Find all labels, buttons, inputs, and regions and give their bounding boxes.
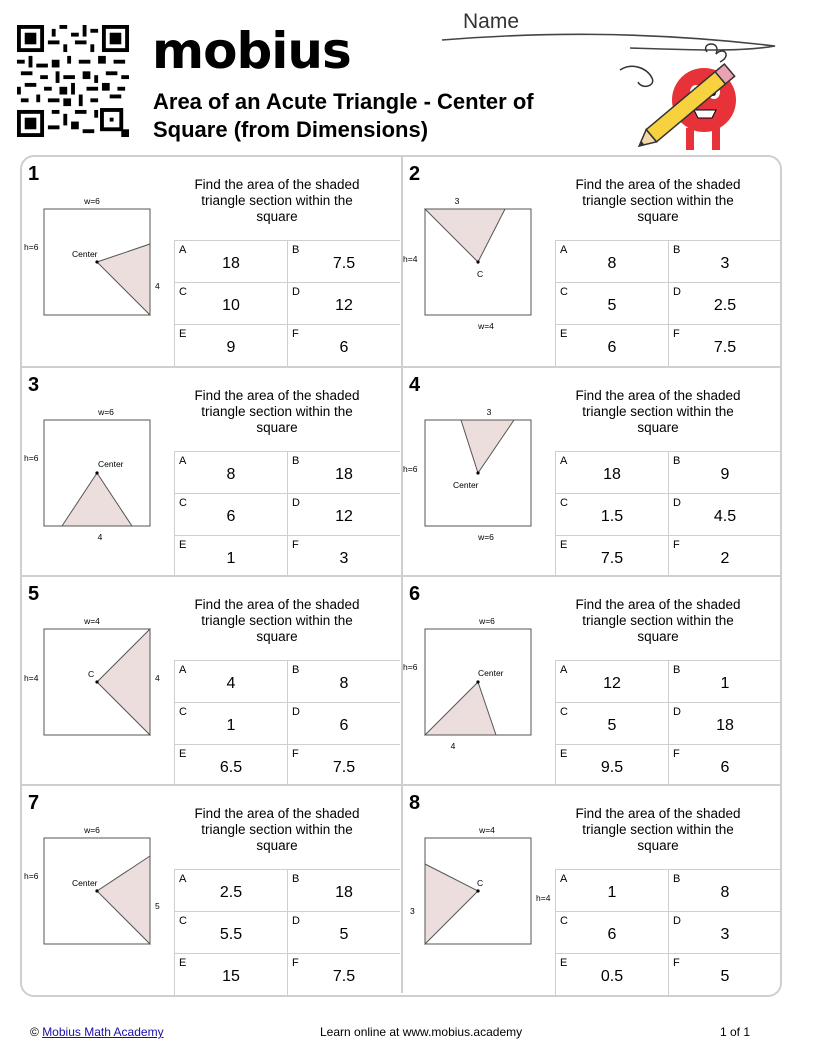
answer-choice[interactable]: F 6 — [287, 324, 400, 366]
problem-2 — [401, 157, 780, 366]
answer-choice[interactable]: B 1 — [668, 660, 781, 702]
answer-choice[interactable]: E 15 — [174, 953, 287, 995]
name-label: Name — [463, 10, 520, 33]
answer-choice[interactable]: B 8 — [668, 869, 781, 911]
answer-choice[interactable]: E 0.5 — [555, 953, 668, 995]
problem-prompt: Find the area of the shaded triangle section within the square — [575, 806, 741, 853]
problem-number: 7 — [28, 792, 40, 814]
problem-number: 2 — [409, 163, 421, 185]
answer-choice[interactable]: D 2.5 — [668, 282, 781, 324]
center-label: Center — [72, 249, 98, 259]
center-label: Center — [98, 459, 124, 469]
answer-choice[interactable]: C 5.5 — [174, 911, 287, 953]
answer-choice[interactable]: C 5 — [555, 702, 668, 744]
answer-choice[interactable]: E 6.5 — [174, 744, 287, 786]
problem-number: 5 — [28, 583, 40, 605]
side-label: 4 — [450, 741, 456, 751]
answer-choice[interactable]: D 3 — [668, 911, 781, 953]
answer-choice[interactable]: F 3 — [287, 535, 400, 577]
width-label: w=4 — [478, 321, 494, 331]
answer-choice[interactable]: C 1.5 — [555, 493, 668, 535]
side-label: 3 — [410, 906, 415, 916]
side-label: 3 — [454, 196, 460, 206]
width-label: w=4 — [479, 825, 495, 835]
footer-center-text: Learn online at www.mobius.academy — [320, 1025, 523, 1039]
answer-choice[interactable]: F 5 — [668, 953, 781, 995]
qr-code — [17, 25, 129, 137]
problem-number: 6 — [409, 583, 421, 605]
problem-figure — [22, 157, 192, 366]
height-label: h=4 — [536, 893, 551, 903]
answer-choice[interactable]: F 2 — [668, 535, 781, 577]
height-label: h=6 — [24, 453, 39, 463]
width-label: w=6 — [84, 196, 100, 206]
problem-1 — [22, 157, 401, 366]
answer-choice[interactable]: F 7.5 — [287, 744, 400, 786]
height-label: h=6 — [403, 464, 418, 474]
height-label: h=6 — [24, 871, 39, 881]
answer-choice[interactable]: E 9 — [174, 324, 287, 366]
answer-choice[interactable]: F 6 — [668, 744, 781, 786]
answer-choice[interactable]: B 18 — [287, 451, 400, 493]
problem-6 — [401, 575, 780, 784]
problem-3 — [22, 366, 401, 575]
center-label: Center — [478, 668, 504, 678]
problem-prompt: Find the area of the shaded triangle section within the square — [575, 597, 741, 644]
answer-choice[interactable]: D 6 — [287, 702, 400, 744]
height-label: h=6 — [403, 662, 418, 672]
answer-choice[interactable]: A 1 — [555, 869, 668, 911]
answer-choice[interactable]: E 6 — [555, 324, 668, 366]
center-label: C — [88, 669, 95, 679]
problem-number: 1 — [28, 163, 40, 185]
answer-choice[interactable]: B 9 — [668, 451, 781, 493]
answer-choice[interactable]: B 8 — [287, 660, 400, 702]
problem-prompt: Find the area of the shaded triangle section within the square — [194, 806, 360, 853]
problem-figure — [22, 577, 192, 786]
answer-choice[interactable]: D 12 — [287, 493, 400, 535]
problem-number: 8 — [409, 792, 421, 814]
width-label: w=6 — [98, 407, 114, 417]
answer-choice[interactable]: B 3 — [668, 240, 781, 282]
answer-choice[interactable]: F 7.5 — [668, 324, 781, 366]
width-label: w=6 — [479, 616, 495, 626]
answer-choice[interactable]: A 8 — [174, 451, 287, 493]
answer-choice[interactable]: E 1 — [174, 535, 287, 577]
side-label: 4 — [155, 673, 160, 683]
problem-figure — [22, 368, 192, 577]
problem-figure — [403, 577, 573, 786]
width-label: w=6 — [478, 532, 494, 542]
answer-choice[interactable]: A 12 — [555, 660, 668, 702]
answer-choice[interactable]: C 6 — [174, 493, 287, 535]
problem-5 — [22, 575, 401, 784]
answer-choice[interactable]: D 12 — [287, 282, 400, 324]
problems-grid — [20, 155, 782, 997]
problem-8 — [401, 784, 780, 993]
center-label: C — [477, 269, 484, 279]
side-label: 4 — [97, 532, 103, 542]
answer-choice[interactable]: D 18 — [668, 702, 781, 744]
answer-choice[interactable]: E 9.5 — [555, 744, 668, 786]
problem-7 — [22, 784, 401, 993]
page-number: 1 of 1 — [720, 1025, 751, 1039]
problem-prompt: Find the area of the shaded triangle section within the square — [194, 388, 360, 435]
problem-prompt: Find the area of the shaded triangle section within the square — [194, 597, 360, 644]
problem-figure — [403, 368, 573, 577]
problem-number: 3 — [28, 374, 40, 396]
side-label: 5 — [155, 901, 160, 911]
answer-choice[interactable]: C 1 — [174, 702, 287, 744]
answer-choice[interactable]: A 18 — [555, 451, 668, 493]
answer-choice[interactable]: A 4 — [174, 660, 287, 702]
problem-figure — [403, 786, 573, 995]
center-label: Center — [453, 480, 479, 490]
side-label: 4 — [155, 281, 160, 291]
problem-prompt: Find the area of the shaded triangle section within the square — [575, 177, 741, 224]
width-label: w=4 — [84, 616, 100, 626]
answer-choice[interactable]: A 18 — [174, 240, 287, 282]
answer-choice[interactable]: C 6 — [555, 911, 668, 953]
side-label: 3 — [486, 407, 492, 417]
height-label: h=4 — [403, 254, 418, 264]
problem-figure — [403, 157, 573, 366]
center-label: Center — [72, 878, 98, 888]
answer-choice[interactable]: D 4.5 — [668, 493, 781, 535]
answer-choice[interactable]: C 10 — [174, 282, 287, 324]
center-label: C — [477, 878, 484, 888]
answer-choice[interactable]: F 7.5 — [287, 953, 400, 995]
answer-choice[interactable]: B 18 — [287, 869, 400, 911]
problem-prompt: Find the area of the shaded triangle section within the square — [575, 388, 741, 435]
mascot-illustration — [612, 40, 752, 158]
problem-number: 4 — [409, 374, 421, 396]
problem-prompt: Find the area of the shaded triangle section within the square — [194, 177, 360, 224]
answer-choice[interactable]: A 8 — [555, 240, 668, 282]
answer-choice[interactable]: D 5 — [287, 911, 400, 953]
academy-link[interactable]: Mobius Math Academy — [42, 1025, 164, 1039]
problem-4 — [401, 366, 780, 575]
answer-choice[interactable]: E 7.5 — [555, 535, 668, 577]
height-label: h=4 — [24, 673, 39, 683]
width-label: w=6 — [84, 825, 100, 835]
problem-figure — [22, 786, 192, 995]
height-label: h=6 — [24, 242, 39, 252]
answer-choice[interactable]: B 7.5 — [287, 240, 400, 282]
answer-choice[interactable]: A 2.5 — [174, 869, 287, 911]
mobius-logo: mobius — [152, 22, 351, 80]
footer-copyright: © Mobius Math Academy — [30, 1025, 164, 1039]
answer-choice[interactable]: C 5 — [555, 282, 668, 324]
page-title: Area of an Acute Triangle - Center of Square (from Dimensions) — [153, 89, 534, 142]
